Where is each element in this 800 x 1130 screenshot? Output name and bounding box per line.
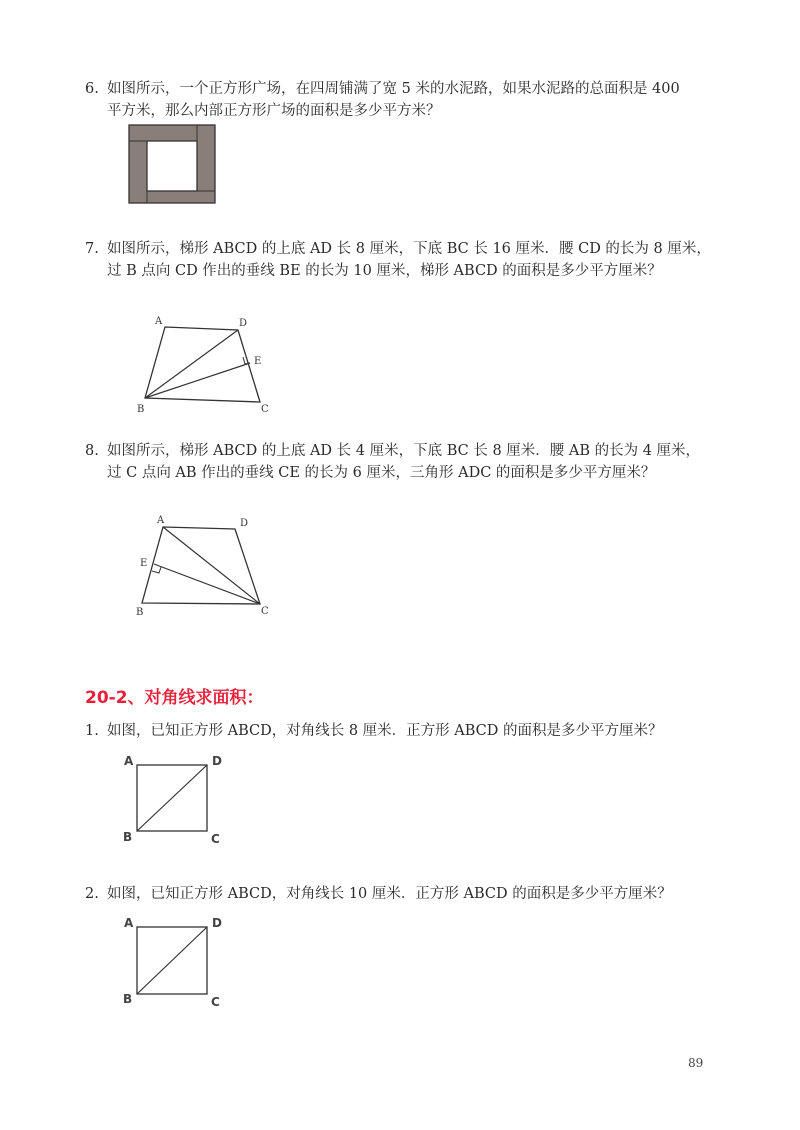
problem-8 [85,440,725,484]
label-a: A [157,515,165,526]
label-d: D [212,754,222,768]
label-c: C [261,404,269,415]
section-problem-2 [85,883,725,905]
diagonal-bd [137,765,207,831]
problem-7-line2: 过 B 点向 CD 作出的垂线 BE 的长为 10 厘米，梯形 ABCD 的面积是多少平方厘米？ [107,263,662,279]
perpendicular-ce [154,564,260,604]
label-c: C [211,995,220,1009]
label-b: B [136,607,144,618]
diagonal-bd [145,330,238,398]
problem-text: 如图，已知正方形 ABCD，对角线长 8 厘米．正方形 ABCD 的面积是多少平方厘米？ [107,723,663,739]
inner-square [147,141,197,191]
problem-number: 2. [85,886,99,902]
label-b: B [137,404,145,415]
section-problem-2-line [85,883,725,905]
problem-number: 6. [85,81,99,97]
problem-number: 7. [85,241,99,257]
problem-text: 如图所示，梯形 ABCD 的上底 AD 长 4 厘米，下底 BC 长 8 厘米．腰 AB 的长为 4 厘米， [107,443,701,459]
trapezoid-abcd [145,327,260,402]
problem-8-line2: 过 C 点向 AB 作出的垂线 CE 的长为 6 厘米，三角形 ADC 的面积是多少平方厘米？ [107,465,656,481]
label-d: D [240,518,249,529]
label-c: C [211,832,220,846]
label-b: B [123,830,133,844]
diagonal-ac [163,527,260,604]
problem-7 [85,238,725,282]
figure-square-road [127,123,219,207]
problem-text: 如图，已知正方形 ABCD，对角线长 10 厘米．正方形 ABCD 的面积是多少平方厘米？ [107,886,672,902]
problem-8-line1 [85,440,725,462]
label-a: A [155,316,163,327]
page-number: 89 [688,1056,704,1070]
perpendicular-be [145,363,250,398]
section-problem-1-line [85,720,725,742]
trapezoid-abcd [142,527,260,604]
right-angle-mark [152,567,161,573]
label-a: A [124,754,134,768]
figure-square-diagonal-2 [118,912,228,1008]
label-a: A [124,916,134,930]
section-title: 20-2、对角线求面积： [85,688,264,708]
label-b: B [123,992,133,1006]
section-problem-1 [85,720,725,742]
problem-number: 1. [85,723,99,739]
label-e: E [254,356,262,367]
label-e: E [140,558,148,569]
label-c: C [261,606,269,617]
problem-6 [85,78,725,122]
problem-6-line1 [85,78,725,100]
figure-trapezoid-7 [130,310,280,420]
figure-trapezoid-8 [130,508,280,618]
problem-text: 如图所示，梯形 ABCD 的上底 AD 长 8 厘米，下底 BC 长 16 厘米．腰 CD 的长为 8 厘米， [107,241,711,257]
label-d: D [212,916,222,930]
problem-text: 如图所示，一个正方形广场，在四周铺满了宽 5 米的水泥路，如果水泥路的总面积是 400 [107,81,680,97]
diagonal-bd [137,927,207,994]
problem-7-line1 [85,238,725,260]
label-d: D [239,318,248,329]
problem-number: 8. [85,443,99,459]
figure-square-diagonal-1 [118,752,228,848]
problem-6-line2: 平方米，那么内部正方形广场的面积是多少平方米？ [107,103,441,119]
